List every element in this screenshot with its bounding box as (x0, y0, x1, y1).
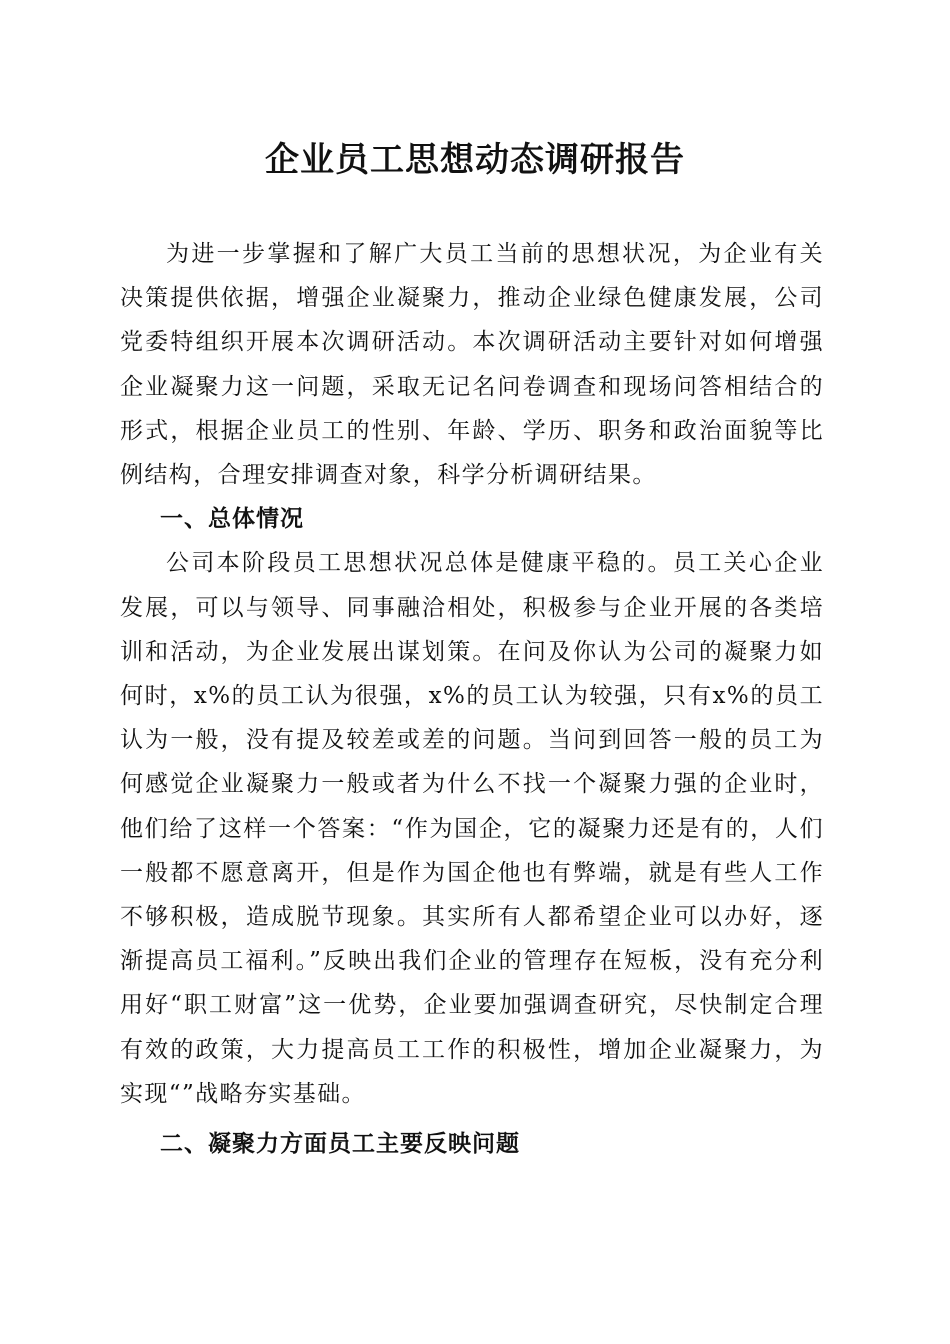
intro-paragraph: 为进一步掌握和了解广大员工当前的思想状况，为企业有关决策提供依据，增强企业凝聚力，推动企业绿色健康发展，公司党委特组织开展本次调研活动。本次调研活动主要针对如何增强企业凝聚力这一问题，采取无记名问卷调查和现场问答相结合的形式，根据企业员工的性别、年龄、学历、职务和政治面貌等比例结构，合理安排调查对象，科学分析调研结果。 (120, 241, 824, 489)
section-heading-overall: 一、总体情况 (160, 506, 304, 533)
document-body (120, 232, 824, 1166)
section-overall-paragraph: 公司本阶段员工思想状况总体是健康平稳的。员工关心企业发展，可以与领导、同事融洽相处，积极参与企业开展的各类培训和活动，为企业发展出谋划策。在问及你认为公司的凝聚力如何时，x%的员工认为很强，x%的员工认为较强，只有x%的员工认为一般，没有提及较差或差的问题。当问到回答一般的员工为何感觉企业凝聚力一般或者为什么不找一个凝聚力强的企业时，他们给了这样一个答案：“作为国企，它的凝聚力还是有的，人们一般都不愿意离开，但是作为国企他也有弊端，就是有些人工作不够积极，造成脱节现象。其实所有人都希望企业可以办好，逐渐提高员工福利。”反映出我们企业的管理存在短板，没有充分利用好“职工财富”这一优势，企业要加强调查研究，尽快制定合理有效的政策，大力提高员工工作的积极性，增加企业凝聚力，为实现“”战略夯实基础。 (120, 550, 824, 1107)
section-heading-problems: 二、凝聚力方面员工主要反映问题 (160, 1131, 520, 1158)
document-title: 企业员工思想动态调研报告 (265, 140, 685, 180)
